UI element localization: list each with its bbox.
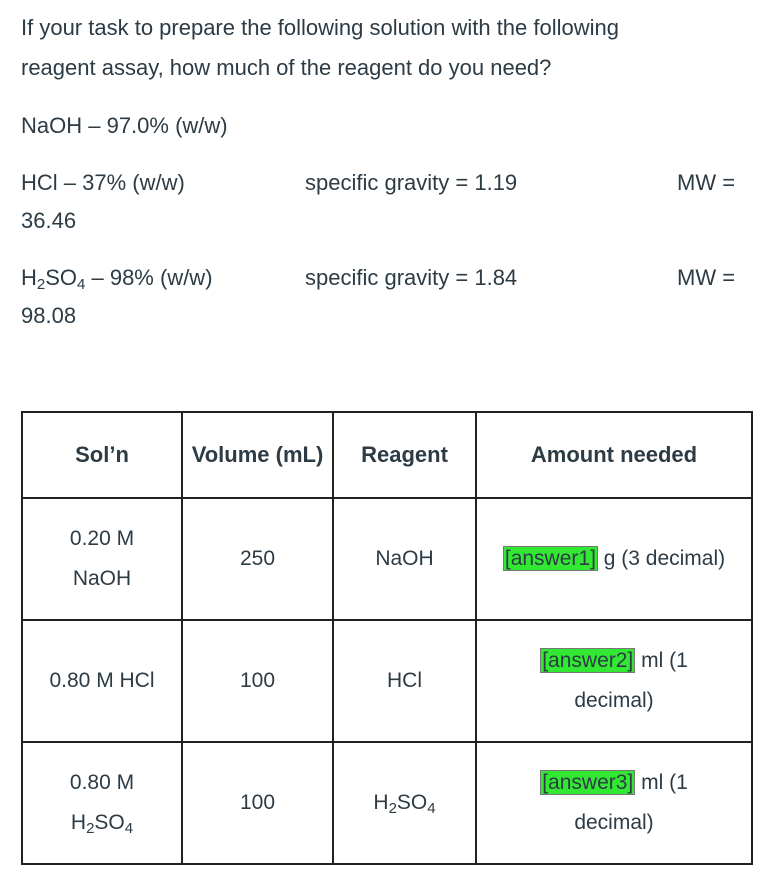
table-row	[22, 742, 752, 864]
h2so4-mw-label: MW =	[677, 265, 736, 290]
answer-2-unit: ml (1	[635, 649, 688, 672]
reagent-cell	[333, 742, 476, 864]
h2so4-h: H	[21, 265, 37, 290]
compound-sub-2: 2	[86, 820, 95, 837]
compound-h: H	[70, 811, 87, 834]
answer-3-unit-cont: decimal)	[574, 811, 654, 834]
reagent-cell: NaOH	[333, 498, 476, 620]
solution-concentration: 0.80 M	[69, 771, 135, 794]
answer-2-unit-cont: decimal)	[574, 689, 654, 712]
table-row	[22, 498, 752, 620]
hcl-assay: HCl – 37% (w/w)	[21, 170, 185, 195]
solution-compound: NaOH	[72, 567, 132, 590]
naoh-assay: NaOH – 97.0% (w/w)	[21, 113, 228, 138]
header-solution: Sol’n	[22, 412, 182, 498]
question-line-2: reagent assay, how much of the reagent do you need?	[21, 55, 552, 80]
answer-3-unit: ml (1	[635, 771, 688, 794]
hcl-specific-gravity: specific gravity = 1.19	[305, 170, 518, 195]
answer-1-field[interactable]: [answer1]	[504, 547, 596, 570]
solution-compound	[70, 811, 134, 837]
reagent-h: H	[373, 791, 389, 814]
volume-cell: 100	[182, 742, 333, 864]
h2so4-specific-gravity: specific gravity = 1.84	[305, 265, 518, 290]
table-row	[22, 620, 752, 742]
amount-cell	[476, 498, 752, 620]
answer-2-field[interactable]: [answer2]	[542, 649, 634, 672]
question-line-1: If your task to prepare the following solution with the following	[21, 15, 619, 40]
solution-table	[21, 411, 753, 865]
amount-cell	[476, 620, 752, 742]
hcl-mw-label: MW =	[677, 170, 736, 195]
solution-cell	[22, 498, 182, 620]
header-amount-needed: Amount needed	[476, 412, 752, 498]
h2so4-sub-2: 2	[36, 276, 46, 293]
reagent-sub-2: 2	[388, 800, 397, 817]
compound-so: SO	[94, 811, 125, 834]
answer-3-field[interactable]: [answer3]	[542, 771, 634, 794]
compound-sub-4: 4	[124, 820, 134, 837]
h2so4-so: SO	[45, 265, 78, 290]
reagent-sub-4: 4	[427, 800, 436, 817]
h2so4-sub-4: 4	[77, 276, 86, 293]
volume-cell: 100	[182, 620, 333, 742]
solution-cell: 0.80 M HCl	[22, 620, 182, 742]
answer-1-unit: g (3 decimal)	[597, 547, 726, 570]
reagent-so: SO	[396, 791, 428, 814]
h2so4-assay	[21, 265, 213, 291]
volume-cell: 250	[182, 498, 333, 620]
header-volume: Volume (mL)	[182, 412, 333, 498]
table-header-row	[22, 412, 752, 498]
amount-cell	[476, 742, 752, 864]
h2so4-percent: – 98% (w/w)	[85, 265, 213, 290]
header-reagent: Reagent	[333, 412, 476, 498]
solution-concentration: 0.20 M	[69, 527, 135, 550]
reagent-cell: HCl	[333, 620, 476, 742]
solution-cell	[22, 742, 182, 864]
h2so4-mw-value: 98.08	[21, 303, 77, 328]
hcl-mw-value: 36.46	[21, 208, 77, 233]
